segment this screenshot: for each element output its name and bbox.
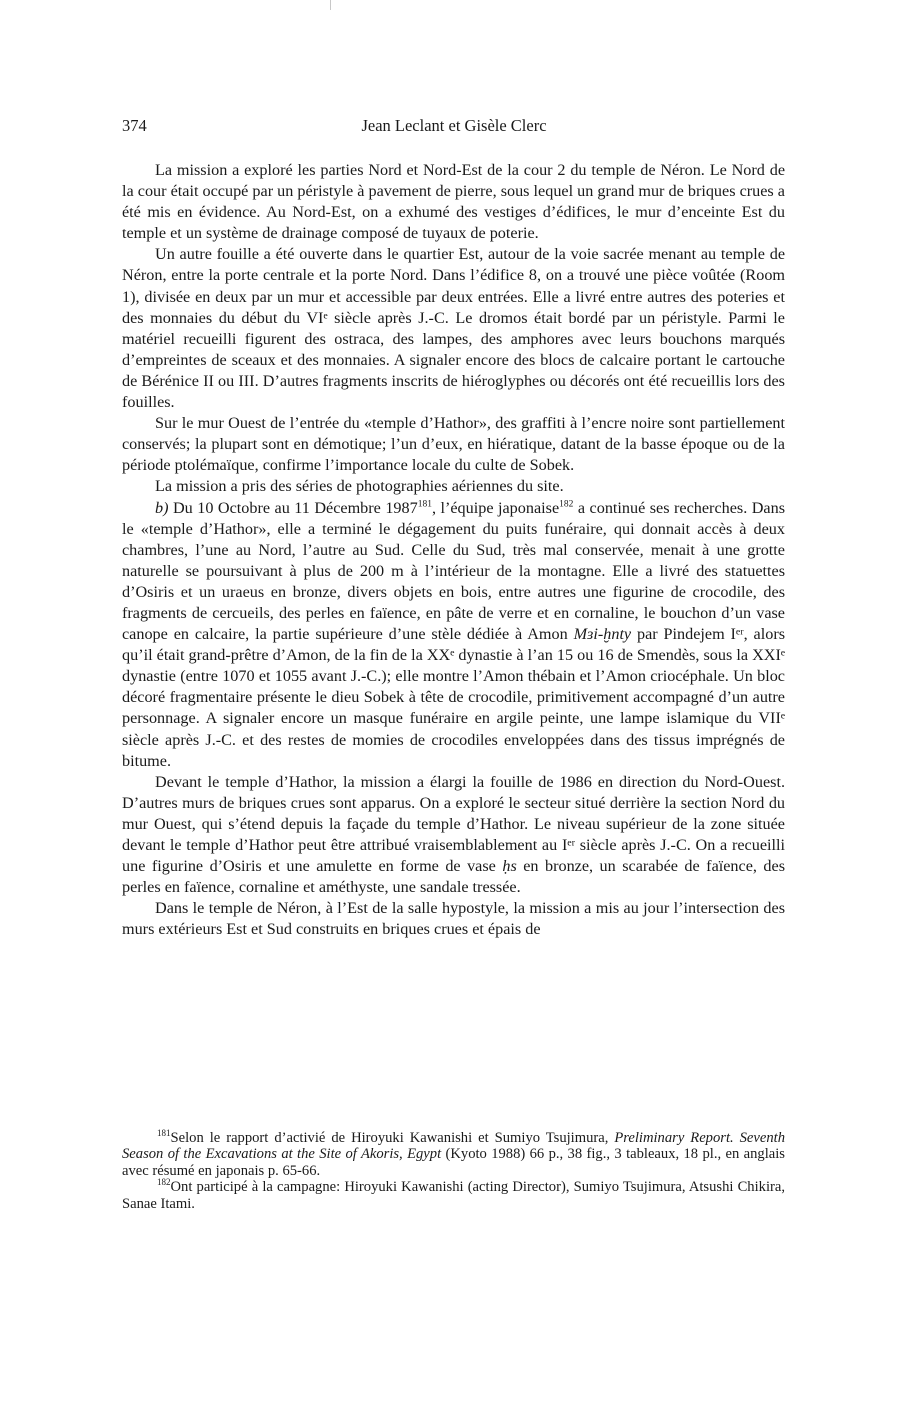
footnote-ref-182[interactable]: 182 [559,499,574,510]
paragraph-7: Dans le temple de Néron, à l’Est de la salle hypostyle, la mission a mis au jour l’intersection des murs extérieurs Est et Sud construits en briques crues et épais de [122,899,785,939]
body-text [122,160,785,940]
footnotes [122,1130,785,1212]
scan-artifact-line [330,0,331,10]
italic-transliteration: Mɜi-ḫnty [573,625,632,644]
footnote-number: 181 [157,1128,171,1139]
footnote-181: $^{181}$Selon le rapport d’activié de Hiroyuki Kawanishi et Sumiyo Tsujimura, Preliminary Report. Seventh Season of the Excavations at the Site of Akoris, Egypt (Kyoto 1988) 66 p., 38 fig., 3 tableaux, 18 pl., en anglais avec résumé en japonais p. 65-66. [122,1128,785,1179]
paragraph-3: Sur le mur Ouest de l’entrée du «temple d’Hathor», des graffiti à l’encre noire sont partiellement conservés; la plupart sont en démotique; l’un d’eux, en hiératique, datant de la basse époque ou de la période ptolémaïque, confirme l’importance locale du culte de Sobek. [122,414,785,475]
paragraph-2: Un autre fouille a été ouverte dans le quartier Est, autour de la voie sacrée menant au temple de Néron, entre la porte centrale et la porte Nord. Dans l’édifice 8, on a trouvé une pièce voûtée (Room 1), divisée en deux par un mur et accessible par deux entrées. Elle a livré entre autres des poteries et des monnaies du début du VIᵉ siècle après J.-C. Le dromos était bordé par un péristyle. Parmi le matériel recueilli figurent des ostraca, des lampes, des amphores avec leurs bouchons marqués d’empreintes de sceaux et des monnaies. A signaler encore des blocs de calcaire portant le cartouche de Bérénice II ou III. D’autres fragments inscrits de hiéroglyphes ou décorés ont été recueillis lors des fouilles. [122,245,785,412]
paragraph-5: b) Du 10 Octobre au 11 Décembre 1987$^{181}$, l’équipe japonaise$^{182}$ a continué ses recherches. Dans le «temple d’Hathor», elle a terminé le dégagement du puits funéraire, qui donnait accès à deux chambres, l’une au Nord, l’autre au Sud. Celle du Sud, très mal conservée, menait à une grotte naturelle se poursuivant à plus de 200 m à l’intérieur de la montagne. Elle a livré des statuettes d’Osiris et un uraeus en bronze, divers objets en bois, entre autres une figurine de crocodile, des fragments de cercueils, des perles en faïence, en pâte de verre et en cornaline, le bouchon d’un vase canope en calcaire, la partie supérieure d’une stèle dédiée à Amon Mɜi-ḫnty par Pindejem Iᵉʳ, alors qu’il était grand-prêtre d’Amon, de la fin de la XXᵉ dynastie à l’an 15 ou 16 de Smendès, sous la XXIᵉ dynastie (entre 1070 et 1055 avant J.-C.); elle montre l’Amon thébain et l’Amon criocéphale. Un bloc décoré fragmentaire présente le dieu Sobek à tête de crocodile, primitivement accompagné d’un autre personnage. A signaler encore un masque funéraire en argile peinte, une lampe islamique du VIIᵉ siècle après J.-C. et des restes de momies de crocodiles enveloppées dans des tissus imprégnés de bitume. [122,498,786,770]
footnote-number: 182 [157,1177,171,1188]
page-header [122,116,786,140]
paragraph-6: Devant le temple d’Hathor, la mission a élargi la fouille de 1986 en direction du Nord-Ouest. D’autres murs de briques crues sont apparus. On a exploré le secteur situé derrière la section Nord du mur Ouest, qui s’étend depuis la façade du temple d’Hathor. Le niveau supérieur de la zone située devant le temple d’Hathor peut être attribué vraisemblablement au Iᵉʳ siècle après J.-C. On a recueilli une figurine d’Osiris et une amulette en forme de vase ḥs en bronze, un scarabée de faïence, des perles en faïence, cornaline et améthyste, une sandale tressée. [122,772,786,897]
paragraph-4: La mission a pris des séries de photographies aériennes du site. [155,477,564,496]
italic-transliteration: ḥs [502,857,517,876]
footnote-ref-181[interactable]: 181 [417,499,432,510]
section-marker-b: b) [155,498,169,517]
page-number: 374 [122,116,147,135]
paragraph-1: La mission a exploré les parties Nord et Nord-Est de la cour 2 du temple de Néron. Le Nord de la cour était occupé par un péristyle à pavement de pierre, sous lequel un grand mur de briques crues a été mis en évidence. Au Nord-Est, on a exhumé des vestiges d’édifices, le mur d’enceinte Est du temple et un système de drainage composé de tuyaux de poterie. [122,161,785,243]
cited-title: Preliminary Report. Seventh Season of the Excavations at the Site of Akoris, Egypt [122,1130,785,1163]
footnote-182: $^{182}$Ont participé à la campagne: Hiroyuki Kawanishi (acting Director), Sumiyo Tsujimura, Atsushi Chikira, Sanae Itami. [122,1177,785,1212]
running-head: Jean Leclant et Gisèle Clerc [361,116,547,135]
